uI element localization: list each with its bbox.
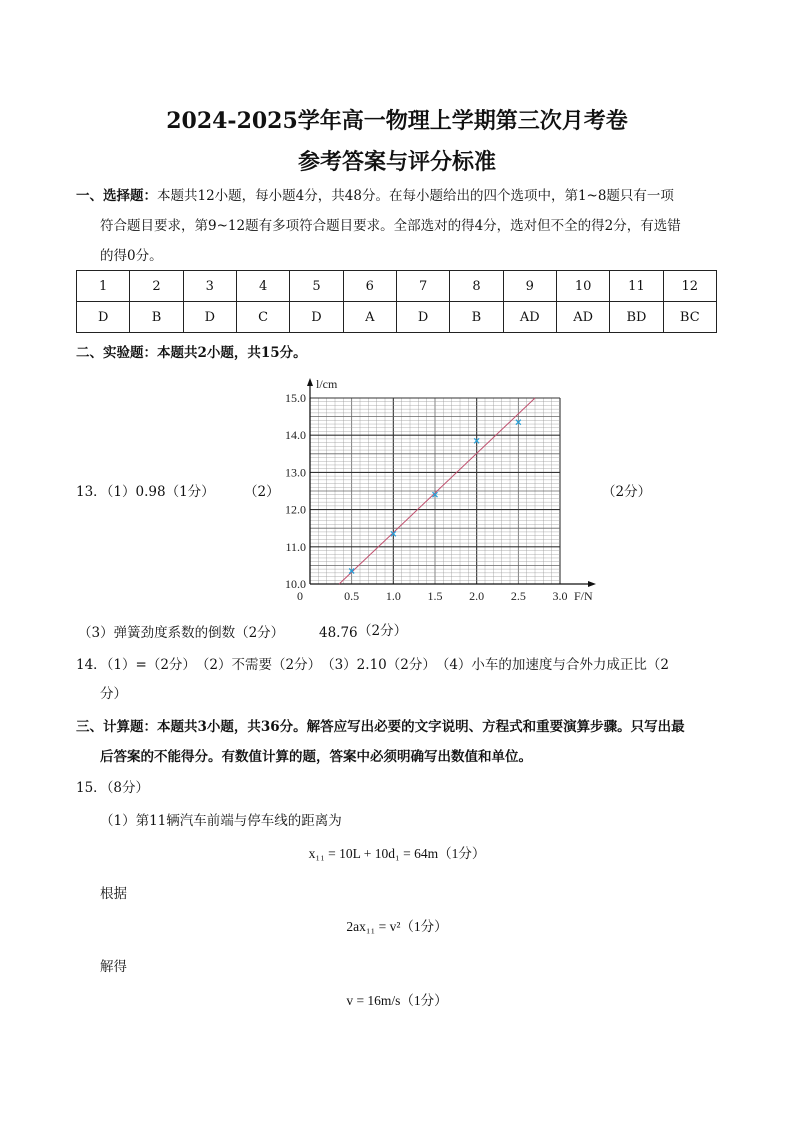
y-tick-label: 10.0 <box>285 577 306 591</box>
answer-cell: BD <box>610 302 663 333</box>
q15-step1: （1）第11辆汽车前端与停车线的距离为 <box>100 813 342 829</box>
section3-lead: 三、计算题： <box>76 719 157 735</box>
section1-lead: 一、选择题： <box>76 188 157 204</box>
q15-eq2: 2ax₁₁ = v²（1分） <box>346 919 448 934</box>
q13-part1: 13．（1）0.98（1分） <box>76 484 215 500</box>
answer-cell: D <box>396 302 449 333</box>
y-tick-label: 12.0 <box>285 502 306 517</box>
spring-chart <box>270 374 593 610</box>
section2-desc: 本题共2小题，共15分。 <box>157 345 307 361</box>
q14-line1: 14．（1）=（2分） （2）不需要（2分） （3）2.10（2分） （4）小车的加速度与合外力成正比（2 <box>76 657 670 673</box>
qnum-cell: 9 <box>503 271 556 302</box>
section1-line1 <box>76 181 726 211</box>
q13-part2: （2） <box>244 484 280 500</box>
answer-cell: BC <box>663 302 716 333</box>
q15-step2: 根据 <box>100 886 127 902</box>
qnum-cell: 7 <box>396 271 449 302</box>
answer-cell: AD <box>556 302 609 333</box>
x-tick-label: 2.5 <box>510 589 526 603</box>
qnum-cell: 8 <box>450 271 503 302</box>
x-tick-label: 1.0 <box>385 589 401 603</box>
qnum-cell: 2 <box>130 271 183 302</box>
section3-line2: 后答案的不能得分。有数值计算的题，答案中必须明确写出数值和单位。 <box>100 749 532 765</box>
y-tick-label: 14.0 <box>285 428 306 443</box>
q13-part3-score: （2分） <box>358 623 408 639</box>
section2-lead: 二、实验题： <box>76 345 157 361</box>
x-tick-label: 1.5 <box>427 589 443 603</box>
section3-text1: 本题共3小题，共36分。解答应写出必要的文字说明、方程式和重要演算步骤。只写出最 <box>157 719 685 735</box>
x-tick-label: 3.0 <box>552 589 568 603</box>
chart-ticks <box>285 391 568 603</box>
section3-line1 <box>76 712 726 742</box>
q15-eq1: x₁₁ = 10L + 10d₁ = 64m（1分） <box>308 846 486 861</box>
q15-header: 15．（8分） <box>76 780 150 796</box>
q14-line2: 分） <box>100 686 127 702</box>
section2-header <box>76 338 307 368</box>
q15-step3: 解得 <box>100 959 127 975</box>
y-axis-label: l/cm <box>316 377 338 391</box>
y-axis-arrow <box>307 378 313 386</box>
answer-cell: A <box>343 302 396 333</box>
x-axis-arrow <box>588 581 596 587</box>
x-tick-label: 2.0 <box>469 589 485 603</box>
qnum-cell: 6 <box>343 271 396 302</box>
q13-part3-value: 48.76 <box>319 625 358 641</box>
answer-table-numbers <box>77 271 717 302</box>
qnum-cell: 12 <box>663 271 716 302</box>
answer-cell: C <box>236 302 289 333</box>
q13-part2-score: （2分） <box>602 484 652 500</box>
qnum-cell: 11 <box>610 271 663 302</box>
section1-text1: 本题共12小题，每小题4分，共48分。在每小题给出的四个选项中，第1~8题只有一项 <box>157 188 674 204</box>
qnum-cell: 4 <box>236 271 289 302</box>
x-tick-label: 0.5 <box>344 589 360 603</box>
q13-part3: （3）弹簧劲度系数的倒数（2分） <box>78 625 285 641</box>
x-axis-label: F/N <box>574 589 593 603</box>
answer-table-answers <box>77 302 717 333</box>
page-title: 2024-2025学年高一物理上学期第三次月考卷 <box>166 108 628 134</box>
answer-cell: B <box>130 302 183 333</box>
y-tick-label: 11.0 <box>285 539 306 554</box>
answer-cell: D <box>77 302 130 333</box>
page-subtitle: 参考答案与评分标准 <box>297 149 496 175</box>
y-tick-label: 15.0 <box>285 391 306 405</box>
q15-eq3: v = 16m/s（1分） <box>346 993 448 1008</box>
answer-table <box>76 270 717 333</box>
qnum-cell: 5 <box>290 271 343 302</box>
y-tick-label: 13.0 <box>285 465 306 480</box>
qnum-cell: 1 <box>77 271 130 302</box>
qnum-cell: 3 <box>183 271 236 302</box>
answer-cell: B <box>450 302 503 333</box>
x-tick-label: 0 <box>297 589 303 603</box>
answer-cell: D <box>290 302 343 333</box>
answer-cell: D <box>183 302 236 333</box>
answer-cell: AD <box>503 302 556 333</box>
chart-grid <box>310 398 560 584</box>
section1-line2: 符合题目要求，第9~12题有多项符合题目要求。全部选对的得4分，选对但不全的得2分，有选错 <box>100 218 681 234</box>
section1-line3: 的得0分。 <box>100 248 163 264</box>
qnum-cell: 10 <box>556 271 609 302</box>
